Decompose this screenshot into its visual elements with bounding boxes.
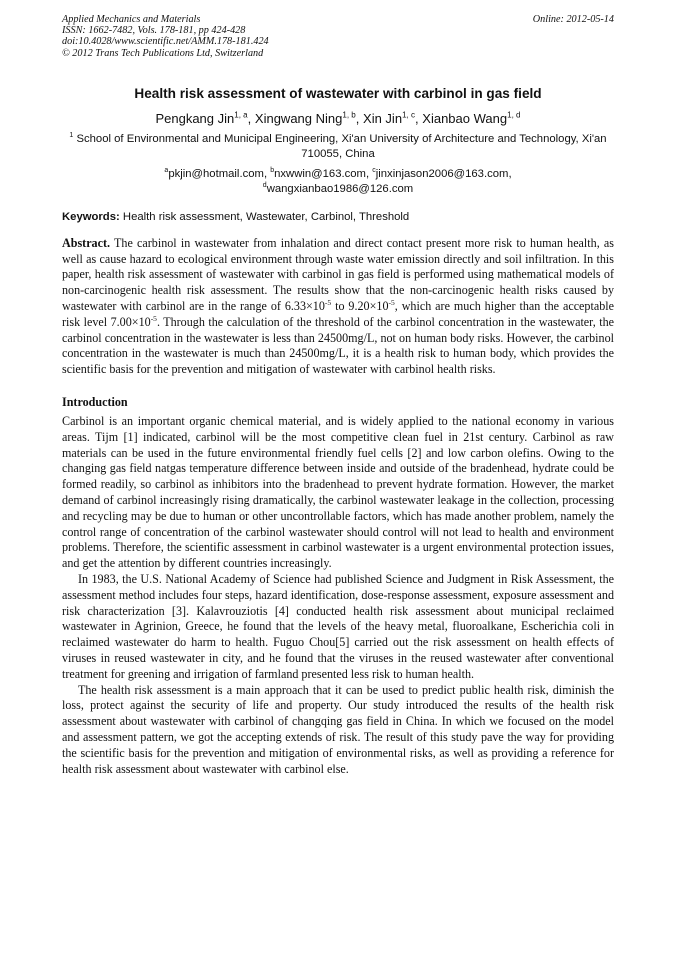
author-affil-mark: 1, d <box>507 110 521 120</box>
abstract-text: . Through the calculation of the threshold of the carbinol concentration in the wastewater, the carbinol concentration in the wastewater is less than 24500mg/L, not on human body risks. However, the carbinol concentration in the wastewater is much than 24500mg/L, it is a health risk to human body, which provides the scientific basis for the prevention and mitigation of wastewater with carbinol health risks. <box>62 314 614 377</box>
intro-paragraph: In 1983, the U.S. National Academy of Science had published Science and Judgment in Risk Assessment, the assessment method includes four steps, hazard identification, dose-response assessment, exposure assessment and risk characterization [3]. Kalavrouziotis [4] conducted health risk assessment about municipal reclaimed wastewater in Agrinion, Greece, he found that the levels of the heavy metal, fluoroalkane, Escherichia coli in reclaimed wastewater do harm to health. Fuguo Chou[5] carried out the risk assessment on health effects of viruses in reused wastewater in city, and he found that the viruses in the reused wastewater after conventional treatment for greening and irrigation of farmland presented less risk to human health. <box>62 571 614 681</box>
email-link[interactable]: pkjin@hotmail.com <box>168 167 264 180</box>
keywords-text: Health risk assessment, Wastewater, Carbinol, Threshold <box>122 210 410 223</box>
email-link[interactable]: wangxianbao1986@126.com <box>266 182 414 195</box>
abstract <box>62 236 614 378</box>
author-name: Xin Jin <box>363 110 403 126</box>
copyright-line: © 2012 Trans Tech Publications Ltd, Switzerland <box>62 47 264 59</box>
issn-line: ISSN: 1662-7482, Vols. 178-181, pp 424-428 <box>62 25 246 37</box>
author-affil-mark: 1, b <box>342 110 356 120</box>
author-affil-mark: 1, a <box>234 110 248 120</box>
affiliation <box>62 132 614 162</box>
author-name: Xianbao Wang <box>422 110 508 126</box>
author-list: Pengkang Jin$^{1, a}$, Xingwang Ning$^{1, b}$, Xin Jin$^{1, c}$, Xianbao Wang$^{1, d}$ <box>155 110 521 126</box>
exponent: -5 <box>388 297 395 307</box>
abstract-text: , which are much higher than the acceptable risk level 7.00×10 <box>62 299 614 329</box>
intro-paragraph: The health risk assessment is a main approach that it can be used to predict public health risk, diminish the loss, protect against the security of life and property. Our study introduced the results of the health risk assessment about wastewater with carbinol of changqing gas field in China. In which we focused on the model and assessment pattern, we got the accepting extends of risk. The result of this study pave the way for providing the scientific basis for the prevention and mitigation of environmental risks, as well as providing a reference for health risk assessment about wastewater with carbinol else. <box>62 682 614 776</box>
affil-text: School of Environmental and Municipal Engineering, Xi'an University of Architecture and Technology, Xi'an 710055, China <box>76 132 607 160</box>
author-affil-mark: 1, c <box>402 110 416 120</box>
email-mark: b <box>270 167 275 175</box>
exponent: -5 <box>150 313 157 323</box>
keywords-label: Keywords: <box>62 210 120 223</box>
author-name: Pengkang Jin <box>155 110 235 126</box>
exponent: -5 <box>324 297 332 307</box>
author-name: Xingwang Ning <box>254 110 343 126</box>
email-link[interactable]: nxwwin@163.com <box>274 167 366 180</box>
email-mark: a <box>164 167 169 175</box>
doi-line: doi:10.4028/www.scientific.net/AMM.178-181.424 <box>62 36 269 48</box>
journal-name: Applied Mechanics and Materials <box>62 14 201 25</box>
affil-mark: 1 <box>69 132 74 140</box>
paper-title: Health risk assessment of wastewater with carbinol in gas field <box>134 85 542 101</box>
section-heading-introduction: Introduction <box>62 394 128 409</box>
intro-paragraph: Carbinol is an important organic chemical material, and is widely applied to the national economy in various areas. Tijm [1] indicated, carbinol will be the most competitive clean fuel in 21st century. Carbinol as raw materials can be used in the future environmental friendly fuel cells [2] and low carbon olefins. Owing to the changing gas field natgas temperature difference between inside and outside of the bradenhead, hydrate could be formed readily, so carbinol as inhibitors into the bradenhead to prevent hydrate formation. However, the market demand of carbinol increasingly rising dramatically, the carbinol wastewater leakage in the collection, processing and recycling may be due to human or other uncontrollable factors, which has made another problem, namely the control range of concentration of the carbinol wastewater should control will not lead to health and environment problems. Therefore, the scientific assessment in carbinol wastewater is a urgent environmental protection issues, and get the attention by different countries increasingly. <box>62 413 614 571</box>
abstract-text: to 9.20×10 <box>331 299 389 313</box>
abstract-text: The carbinol in wastewater from inhalation and direct contact present more risk to human health, as well as cause hazard to ecological environment through waste water emission directly and soil infiltration. In this paper, health risk assessment of wastewater with carbinol in gas field is performed using mathematical models of non-carcinogenic health risk assessment. The results show that the non-carcinogenic health risks caused by wastewater with carbinol are in the range of 6.33×10 <box>62 235 614 313</box>
email-mark: c <box>372 167 376 175</box>
journal-header <box>62 14 614 59</box>
email-link[interactable]: jinxinjason2006@163.com <box>375 167 509 180</box>
abstract-label: Abstract. <box>62 235 111 250</box>
online-date: Online: 2012-05-14 <box>532 14 614 25</box>
email-mark: d <box>262 182 267 190</box>
keywords <box>62 211 614 223</box>
email-list: $^a$pkjin@hotmail.com, $^b$nxwwin@163.com, $^c$jinxinjason2006@163.com, $^d$wangxianbao1986@126.com <box>164 167 512 195</box>
